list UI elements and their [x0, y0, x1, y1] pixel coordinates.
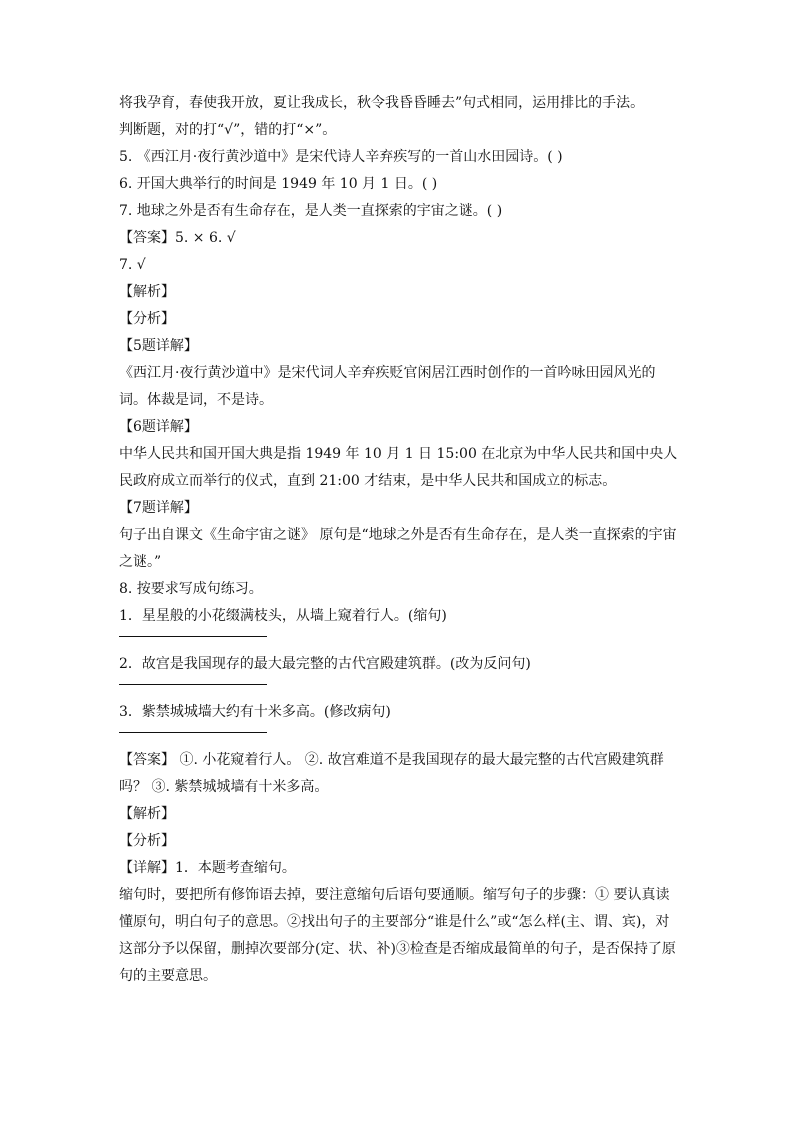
answer-line-2: 7. √	[119, 257, 146, 273]
sub-question-2: 2．故宫是我国现存的最大最完整的古代宫殿建筑群。(改为反问句)	[119, 656, 531, 672]
detail-paragraph-6: 中华人民共和国开国大典是指 1949 年 10 月 1 日 15:00 在北京为中华人民共和国中央人民政府成立而举行的仪式，直到 21:00 才结束，是中华人民共和国成立的标志。	[119, 446, 678, 489]
analysis-subheading-2: 【分析】	[119, 833, 175, 849]
answer-paragraph: 【答案】 ①. 小花窥着行人。 ②. 故宫难道不是我国现存的最大最完整的古代宫殿建筑群吗？ ③. 紫禁城城墙有十米多高。	[119, 752, 664, 795]
detail-paragraph: 缩句时，要把所有修饰语去掉，要注意缩句后语句要通顺。缩写句子的步骤：① 要认真读懂原句，明白句子的意思。②找出句子的主要部分“谁是什么”或“怎么样(主、谓、宾)，对这部分予以保留，删掉次要部分(定、状、补)③检查是否缩成最简单的句子，是否保持了原句的主要意思。	[119, 887, 676, 984]
answer-blank-3	[119, 732, 267, 733]
question-5: 5. 《西江月·夜行黄沙道中》是宋代诗人辛弃疾写的一首山水田园诗。( )	[119, 149, 563, 165]
question-7: 7. 地球之外是否有生命存在，是人类一直探索的宇宙之谜。( )	[119, 203, 503, 219]
detail-paragraph-7: 句子出自课文《生命宇宙之谜》 原句是“地球之外是否有生命存在，是人类一直探索的宇宙之谜。”	[119, 527, 677, 570]
analysis-subheading: 【分析】	[119, 311, 175, 327]
text-line: 将我孕育，春使我开放，夏让我成长，秋令我昏昏睡去”句式相同，运用排比的手法。	[119, 95, 645, 111]
analysis-heading: 【解析】	[119, 284, 175, 300]
detail-heading-5: 【5题详解】	[119, 338, 198, 354]
answer-blank-1	[119, 636, 267, 637]
sub-question-1: 1．星星般的小花缀满枝头，从墙上窥着行人。(缩句)	[119, 608, 447, 624]
analysis-heading-2: 【解析】	[119, 806, 175, 822]
document-page	[119, 90, 679, 990]
instruction-line: 判断题，对的打“√”，错的打“×”。	[119, 122, 337, 138]
detail-heading-7: 【7题详解】	[119, 500, 198, 516]
detail-paragraph-5: 《西江月·夜行黄沙道中》是宋代词人辛弃疾贬官闲居江西时创作的一首吟咏田园风光的词。体裁是词，不是诗。	[119, 365, 656, 408]
question-6: 6. 开国大典举行的时间是 1949 年 10 月 1 日。( )	[119, 176, 438, 192]
answer-blank-2	[119, 684, 267, 685]
question-8: 8. 按要求写成句练习。	[119, 581, 263, 597]
sub-question-3: 3．紫禁城城墙大约有十米多高。(修改病句)	[119, 704, 391, 720]
answer-line: 【答案】5. × 6. √	[119, 230, 236, 246]
detail-heading: 【详解】1．本题考查缩句。	[119, 860, 296, 876]
detail-heading-6: 【6题详解】	[119, 419, 198, 435]
